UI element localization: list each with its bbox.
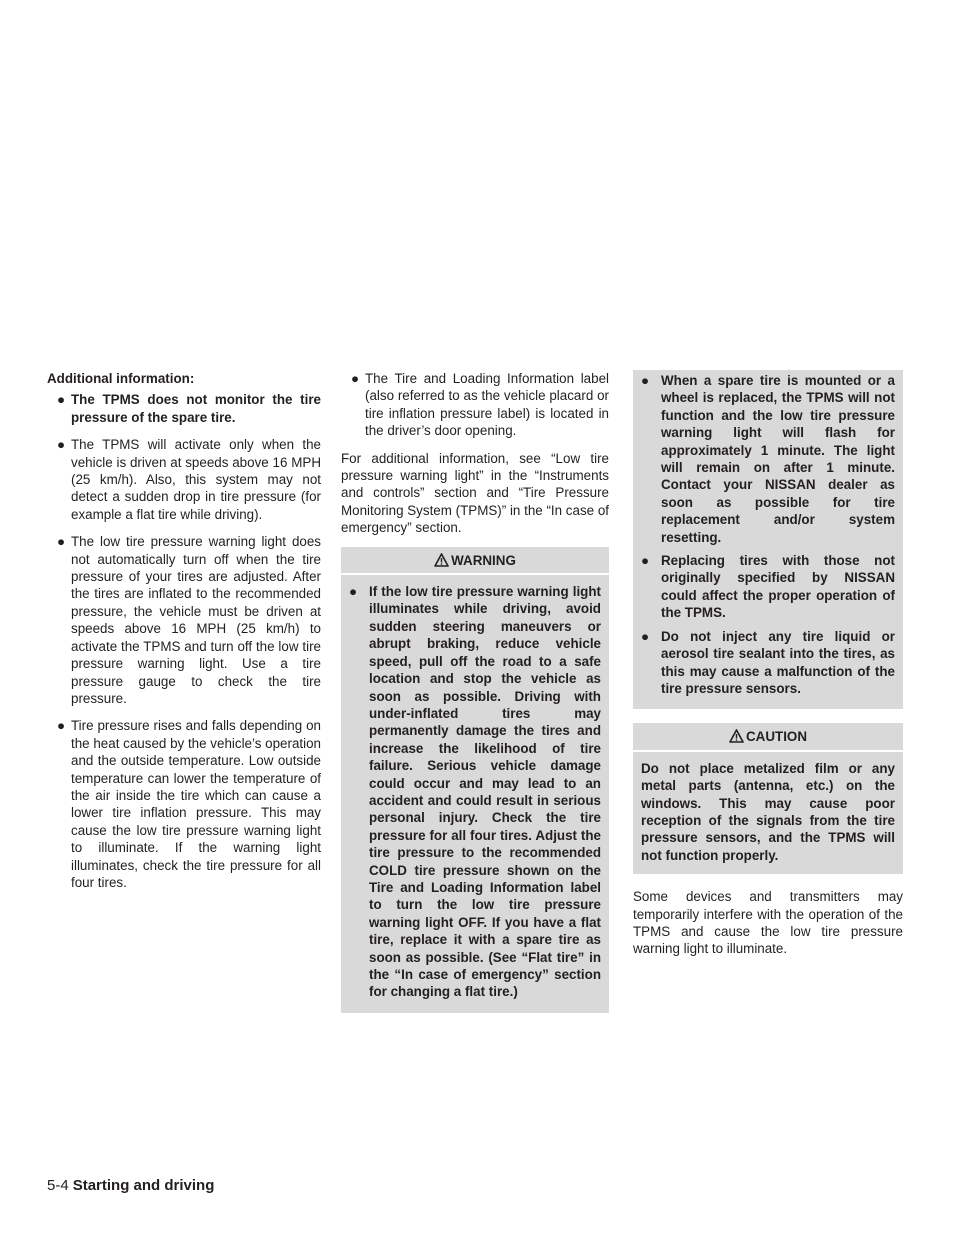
list-item: ● The TPMS will activate only when the vehicle is driven at speeds above 16 MPH (25 km/h). Also, this system may not detect a sudden drop in tire pressure (for example a flat tire while driving). [57,437,321,522]
list-item: ● If the low tire pressure warning light illuminates while driving, avoid sudden steering maneuvers or abrupt braking, reduce vehicle speed, pull off the road to a safe location and stop the vehicle as soon as possible. Driving with under-inflated tires may permanently damage the tires and increase the likelihood of tire failure. Serious vehicle damage could occur and may lead to an accident and could result in serious personal injury. Check the tire pressure for all four tires. Adjust the tire pressure to the recommended COLD tire pressure shown on the Tire and Loading Information label to turn the low tire pressure warning light OFF. If you have a flat tire, replace it with a spare tire as soon as possible. (See “Flat tire” in the “In case of emergency” section for changing a flat tire.) [349,584,601,1000]
list-item: ● When a spare tire is mounted or a wheel is replaced, the TPMS will not function and the low tire pressure warning light will flash for approximately 1 minute. The light will remain on after 1 minute. Contact your NISSAN dealer as soon as possible for tire replacement and/or system resetting. [641,373,895,545]
warning-header [341,547,609,575]
list-item: ● The low tire pressure warning light does not automatically turn off when the tire pressure of your tires are adjusted. After the tires are inflated to the recommended pressure, the vehicle must be driven at speeds above 16 MPH (25 km/h) to activate the TPMS and turn off the low tire pressure warning light. Use a tire pressure gauge to check the tire pressure. [57,534,321,706]
bullet-icon: ● [641,628,650,644]
bullet-icon: ● [57,437,66,453]
additional-info-heading: Additional information: [47,371,195,386]
page-footer [47,1177,214,1194]
warning-title: WARNING [451,552,516,568]
list-item: ● Replacing tires with those not originally specified by NISSAN could affect the proper operation of the TPMS. [641,553,895,621]
column-2 [341,370,609,1027]
additional-info-paragraph: For additional information, see “Low tire pressure warning light” in the “Instruments and controls” section and “Tire Pressure Monitoring System (TPMS)” in the “In case of emergency” section. [341,450,609,536]
list-item: ● Tire pressure rises and falls depending on the heat caused by the vehicle’s operation and the outside temperature. Low outside temperature can lower the temperature of the air inside the tire which can cause a lower tire inflation pressure. This may cause the low tire pressure warning light to illuminate. If the warning light illuminates, check the tire pressure for all four tires. [57,718,321,890]
list-item: ● The Tire and Loading Information label (also referred to as the vehicle placard or tire inflation pressure label) is located in the driver’s door opening. [351,371,609,439]
bullet-icon: ● [57,534,66,550]
warning-triangle-icon [729,729,744,743]
bullet-icon: ● [351,371,360,386]
column-3 [633,370,903,968]
bullet-icon: ● [641,553,650,569]
bullet-icon: ● [641,373,650,388]
warning-continued-box [633,370,903,709]
interference-paragraph: Some devices and transmitters may temporarily interfere with the operation of the TPMS and cause the low tire pressure warning light to illuminate. [633,889,903,957]
caution-header [633,723,903,751]
page-number: 5-4 [47,1177,69,1194]
warning-triangle-icon [434,553,449,567]
list-item: ● Do not inject any tire liquid or aerosol tire sealant into the tires, as this may cause a malfunction of the tire pressure sensors. [641,628,895,696]
warning-box [341,547,609,1013]
list-item: ● The TPMS does not monitor the tire pressure of the spare tire. [57,392,321,425]
caution-title: CAUTION [746,729,807,745]
bullet-icon: ● [57,718,66,734]
bullet-icon: ● [57,392,66,408]
section-title: Starting and driving [72,1177,215,1194]
column-1 [47,370,321,901]
bullet-icon: ● [349,584,358,600]
caution-box [633,723,903,874]
caution-text: Do not place metalized film or any metal parts (antenna, etc.) on the windows. This may cause poor reception of the signals from the tire pressure sensors, and the TPMS will not function properly. [641,760,895,863]
